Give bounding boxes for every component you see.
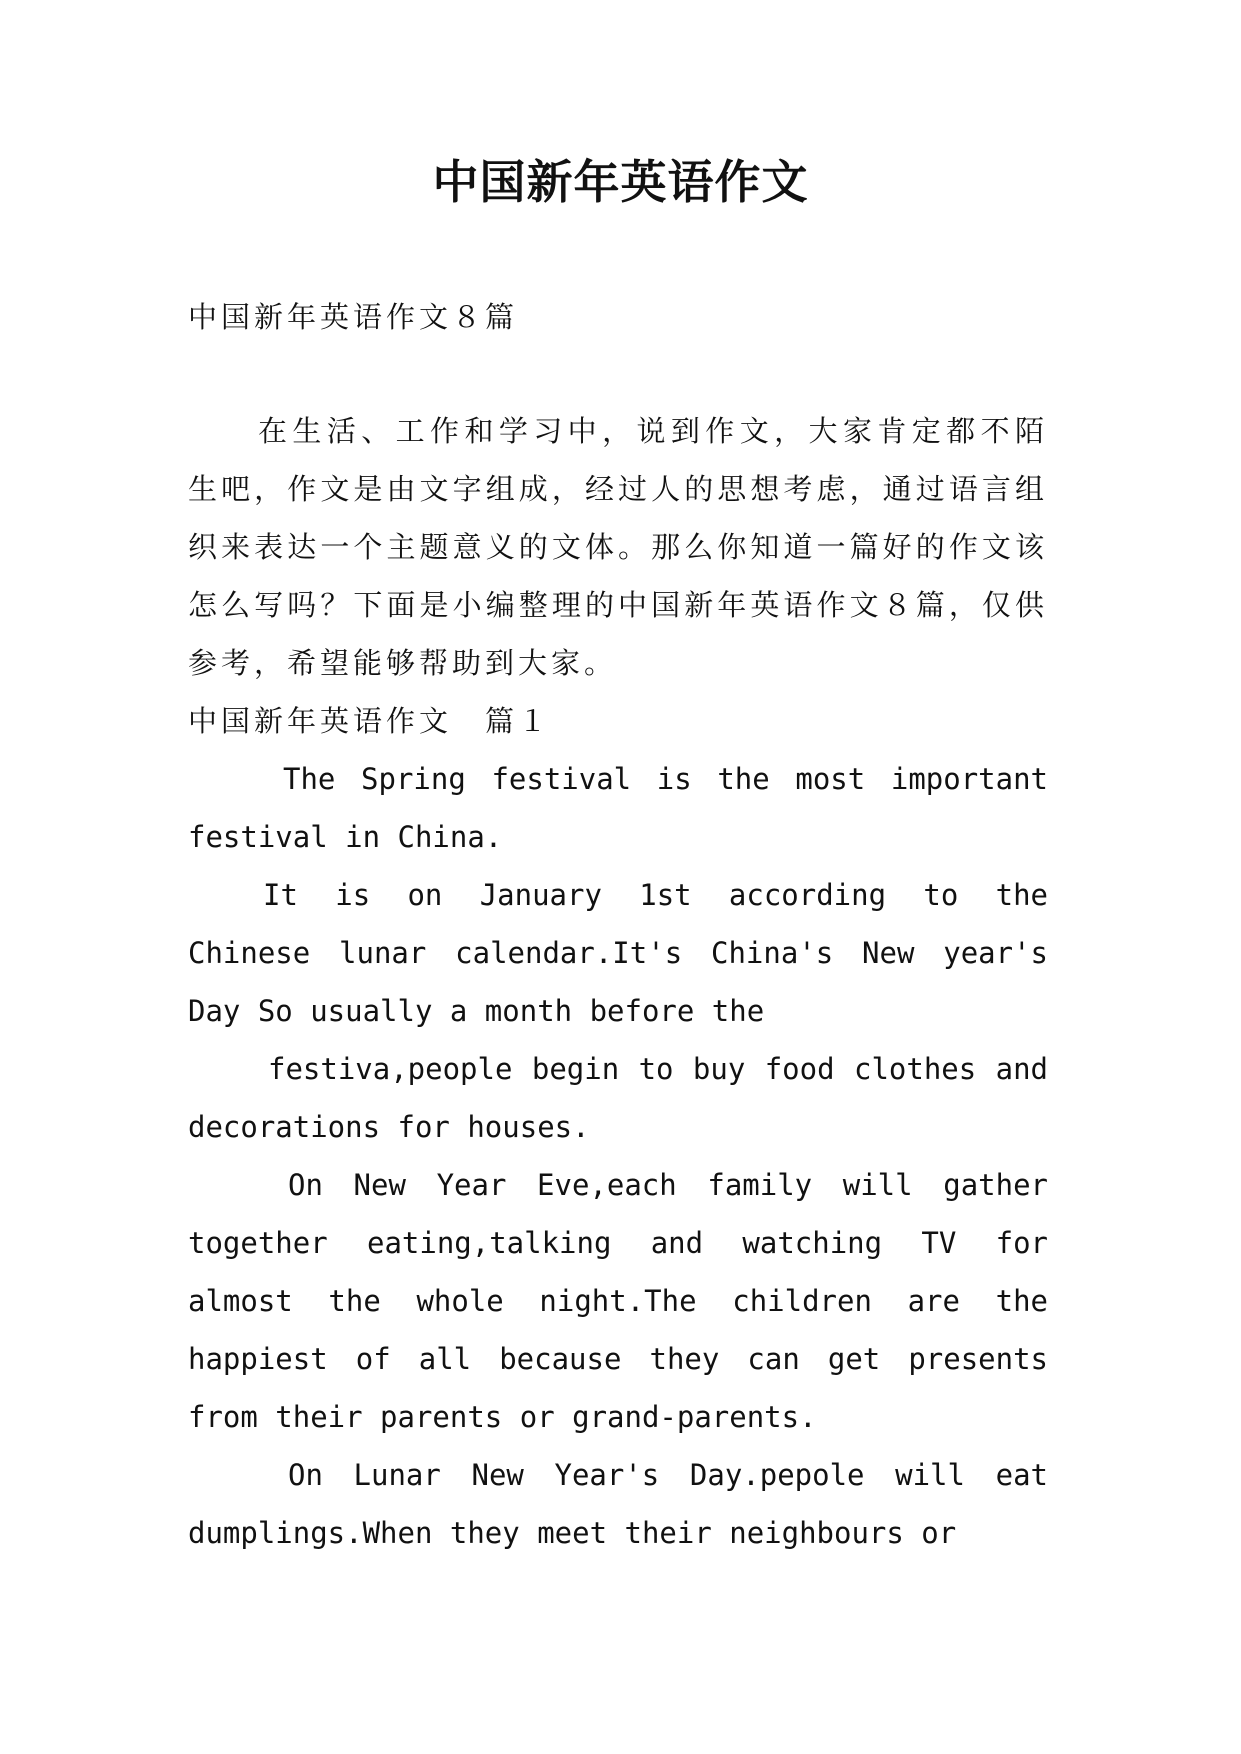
essay-paragraph-5: On Lunar New Year's Day.pepole will eat dumplings.When they meet their neighbours or — [188, 1458, 1048, 1550]
essay-paragraph-3: festiva,people begin to buy food clothes and decorations for houses. — [188, 1052, 1048, 1144]
section-heading: 中国新年英语作文 篇１ — [188, 704, 552, 738]
document-subtitle: 中国新年英语作文８篇 — [188, 300, 519, 334]
intro-paragraph: 在生活、工作和学习中，说到作文，大家肯定都不陌生吧，作文是由文字组成，经过人的思想考虑，通过语言组织来表达一个主题意义的文体。那么你知道一篇好的作文该怎么写吗？下面是小编整理的中国新年英语作文８篇，仅供参考，希望能够帮助到大家。 — [188, 414, 1048, 680]
document-title: 中国新年英语作文 — [432, 155, 809, 209]
essay-paragraph-1: The Spring festival is the most important festival in China. — [188, 762, 1048, 854]
essay-paragraph-4: On New Year Eve,each family will gather together eating,talking and watching TV for almost the whole night.The children are the happiest of all because they can get presents from their parents or grand-parents. — [188, 1168, 1048, 1434]
essay-paragraph-2: It is on January 1st according to the Chinese lunar calendar.It's China's New year's Day So usually a month before the — [188, 878, 1048, 1028]
